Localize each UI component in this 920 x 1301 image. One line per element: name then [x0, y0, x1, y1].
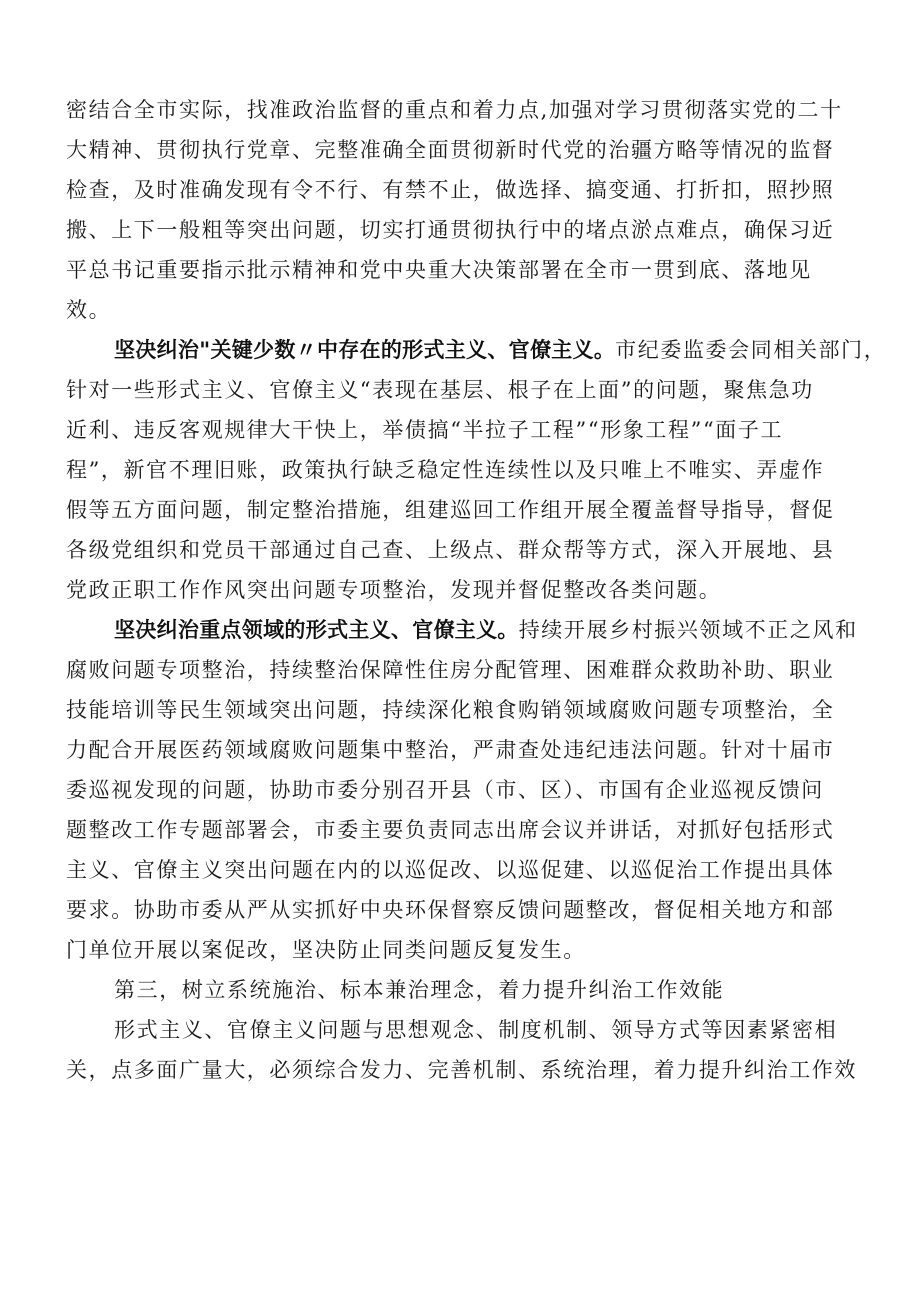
- text-line: 密结合全市实际，找准政治监督的重点和着力点,加强对学习贯彻落实党的二十: [66, 98, 843, 122]
- paragraph-4: [66, 1010, 856, 1090]
- paragraph-2: [66, 330, 887, 610]
- text-line: 搬、上下一般粗等突出问题，切实打通贯彻执行中的堵点淤点难点，确保习近: [66, 218, 835, 242]
- text-line: 大精神、贯彻执行党章、完整准确全面贯彻新时代党的治疆方略等情况的监督: [66, 138, 835, 162]
- text-line: 党政正职工作作风突出问题专项整治，发现并督促整改各类问题。: [66, 578, 722, 602]
- text-line: 关，点多面广量大，必须综合发力、完善机制、系统治理，着力提升纠治工作效: [66, 1058, 857, 1082]
- text-line: 技能培训等民生领域突出问题，持续深化粮食购销领域腐败问题专项整治，全: [66, 698, 835, 722]
- text-line: 检查，及时准确发现有令不行、有禁不止，做选择、搞变通、打折扣，照抄照: [66, 178, 835, 202]
- paragraph-1: [66, 90, 856, 330]
- text-run: 持续开展乡村振兴领域不正之风和: [518, 618, 858, 642]
- text-line: 力配合开展医药领域腐败问题集中整治，严肃查处违纪违法问题。针对十届市: [66, 738, 835, 762]
- paragraph-heading: 坚决纠治重点领域的形式主义、官僚主义。: [114, 618, 519, 642]
- text-line: 平总书记重要指示批示精神和党中央重大决策部署在全市一贯到底、落地见: [66, 258, 812, 282]
- paragraph-first-line: [66, 610, 856, 650]
- document-page: [66, 90, 887, 1090]
- text-line: 门单位开展以案促改，坚决防止同类问题反复发生。: [66, 938, 586, 962]
- text-line: 近利、违反客观规律大干快上，举债搞“半拉子工程”“形象工程”“面子工: [66, 418, 784, 442]
- section-heading: 第三，树立系统施治、标本兼治理念，着力提升纠治工作效能: [114, 978, 725, 1002]
- text-line: 要求。协助市委从严从实抓好中央环保督察反馈问题整改，督促相关地方和部: [66, 898, 835, 922]
- paragraph-heading: 坚决纠治"关键少数〃中存在的形式主义、官僚主义。: [114, 338, 616, 362]
- paragraph-3: [66, 610, 856, 970]
- text-line: 题整改工作专题部署会，市委主要负责同志出席会议并讲话，对抓好包括形式: [66, 818, 835, 842]
- text-line: 各级党组织和党员干部通过自己查、上级点、群众帮等方式，深入开展地、县: [66, 538, 835, 562]
- text-line: 腐败问题专项整治，持续整治保障性住房分配管理、困难群众救助补助、职业: [66, 658, 835, 682]
- paragraph-first-line: [66, 330, 887, 370]
- text-line: 程”，新官不理旧账，政策执行缺乏稳定性连续性以及只唯上不唯实、弄虚作: [66, 458, 825, 482]
- text-line: 形式主义、官僚主义问题与思想观念、制度机制、领导方式等因素紧密相: [114, 1018, 838, 1042]
- text-run: 市纪委监委会同相关部门，: [615, 338, 887, 362]
- text-line: 假等五方面问题，制定整治措施，组建巡回工作组开展全覆盖督导指导，督促: [66, 498, 835, 522]
- text-line: 针对一些形式主义、官僚主义“表现在基层、根子在上面”的问题，聚焦急功: [66, 378, 814, 402]
- text-line: 主义、官僚主义突出问题在内的以巡促改、以巡促建、以巡促治工作提出具体: [66, 858, 835, 882]
- text-line: 效。: [66, 298, 112, 322]
- text-line: 委巡视发现的问题，协助市委分别召开县（市、区）、市国有企业巡视反馈问: [66, 778, 824, 802]
